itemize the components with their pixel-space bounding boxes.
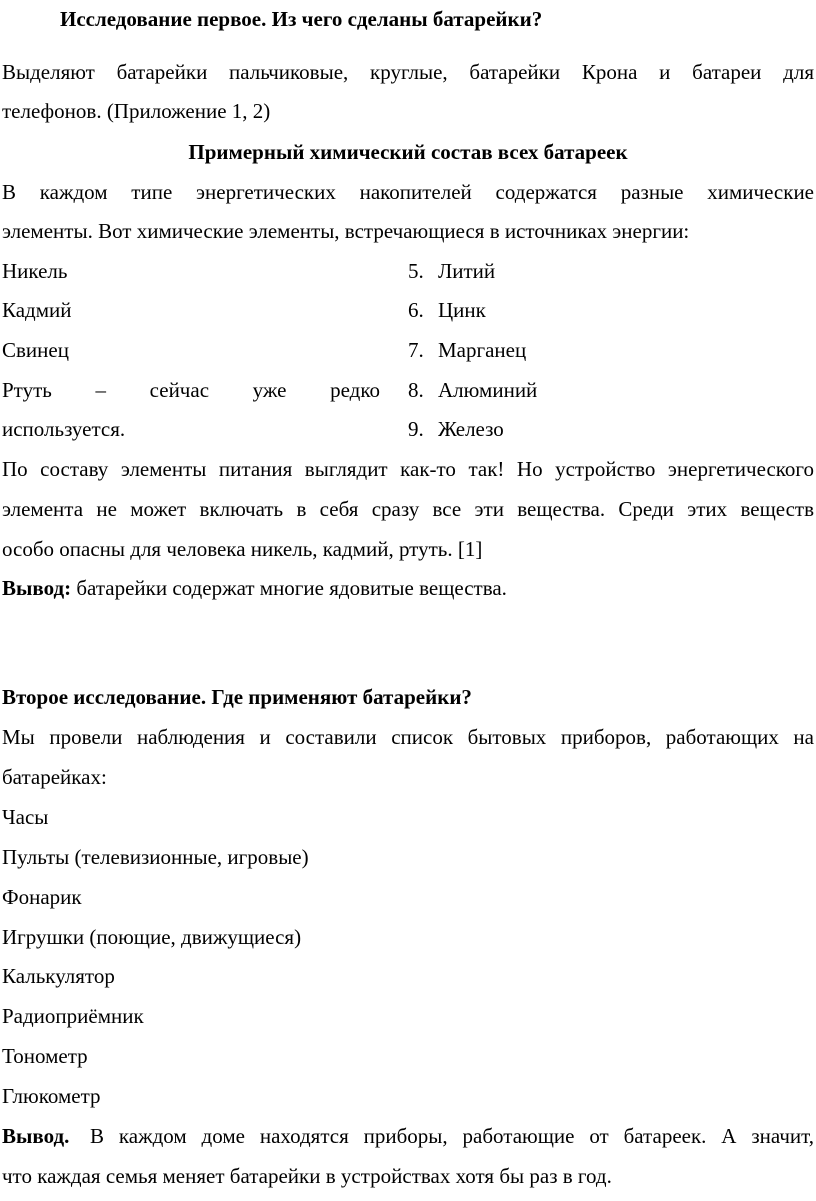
conclusion-label: Вывод: — [2, 576, 72, 600]
section1-para1-line2: телефонов. (Приложение 1, 2) — [2, 99, 271, 123]
element-item-lead: Свинец — [2, 338, 69, 362]
conclusion2-text: В каждом доме находятся приборы, работающие от батареек. А значит, — [90, 1124, 814, 1148]
section1-para3-line2: элемента не может включать в себя сразу все эти вещества. Среди этих веществ — [2, 497, 814, 521]
element-item-mercury: Ртуть – сейчас уже редко — [2, 378, 380, 402]
element-number-8: 8. — [408, 378, 424, 402]
conclusion-text: батарейки содержат многие ядовитые вещества. — [71, 576, 507, 600]
device-item-calculator: Калькулятор — [2, 964, 115, 988]
conclusion2-label: Вывод. — [2, 1124, 70, 1148]
element-item-manganese: Марганец — [438, 338, 527, 362]
element-item-nickel: Никель — [2, 259, 68, 283]
section1-para3-line1: По составу элементы питания выглядит как-то так! Но устройство энергетического — [2, 457, 814, 481]
element-item-mercury-note: используется. — [2, 417, 126, 441]
element-number-9: 9. — [408, 417, 424, 441]
element-item-lithium: Литий — [438, 259, 496, 283]
section1-para2-line2: элементы. Вот химические элементы, встречающиеся в источниках энергии: — [2, 219, 690, 243]
section2-para1-line1: Мы провели наблюдения и составили список бытовых приборов, работающих на — [2, 725, 814, 749]
section1-conclusion — [2, 575, 507, 601]
device-item-remotes: Пульты (телевизионные, игровые) — [2, 845, 309, 869]
device-item-radio: Радиоприёмник — [2, 1004, 144, 1028]
section1-heading: Исследование первое. Из чего сделаны батарейки? — [60, 7, 543, 31]
device-item-tonometer: Тонометр — [2, 1044, 88, 1068]
element-item-zinc: Цинк — [438, 298, 486, 322]
element-number-6: 6. — [408, 298, 424, 322]
section2-conclusion-line1 — [2, 1123, 814, 1149]
device-item-glucometer: Глюкометр — [2, 1084, 101, 1108]
section1-subheading: Примерный химический состав всех батареек — [188, 140, 628, 164]
section2-conclusion-line2: что каждая семья меняет батарейки в устройствах хотя бы раз в год. — [2, 1164, 612, 1188]
section2-para1-line2: батарейках: — [2, 765, 107, 789]
element-number-7: 7. — [408, 338, 424, 362]
device-item-flashlight: Фонарик — [2, 885, 82, 909]
section1-para2-line1: В каждом типе энергетических накопителей содержатся разные химические — [2, 180, 814, 204]
element-item-iron: Железо — [438, 417, 504, 441]
section2-heading: Второе исследование. Где применяют батарейки? — [2, 685, 472, 709]
element-number-5: 5. — [408, 259, 424, 283]
element-item-cadmium: Кадмий — [2, 298, 72, 322]
section1-para1-line1: Выделяют батарейки пальчиковые, круглые, батарейки Крона и батареи для — [2, 60, 814, 84]
section1-para3-line3: особо опасны для человека никель, кадмий, ртуть. [1] — [2, 537, 483, 561]
device-item-clock: Часы — [2, 805, 49, 829]
element-item-aluminium: Алюминий — [438, 378, 538, 402]
device-item-toys: Игрушки (поющие, движущиеся) — [2, 925, 302, 949]
